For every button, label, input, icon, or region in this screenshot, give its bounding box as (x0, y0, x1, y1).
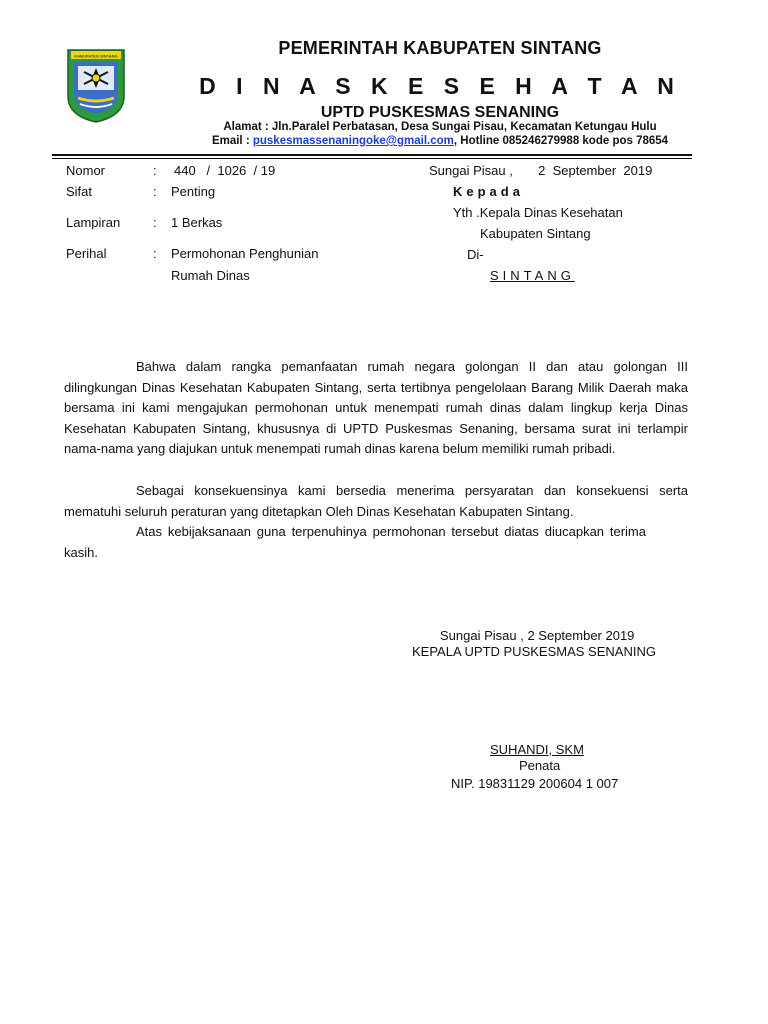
recipient-city: SINTANG (490, 268, 575, 283)
sifat-value: Penting (171, 184, 216, 199)
lampiran-value: 1 Berkas (171, 215, 223, 230)
signatory-nip: NIP. 19831129 200604 1 007 (451, 776, 619, 791)
nomor-colon: : (153, 163, 157, 178)
body-paragraph-1: Bahwa dalam rangka pemanfaatan rumah negara golongan II dan atau golongan III dilingkungan Dinas Kesehatan Kabupaten Sintang, serta tertibnya pengelolaan Barang Milik Daerah maka bersama ini kami mengajukan permohonan untuk menempati rumah dinas dalam lingkup kerja Dinas Kesehatan Kabupaten Sintang, khususnya di UPTD Puskesmas Senaning, bersama surat ini terlampir nama-nama yang diajukan untuk menempati rumah dinas karena belum memiliki rumah pribadi. (64, 359, 688, 456)
perihal-line2: Rumah Dinas (171, 268, 250, 283)
perihal-label: Perihal (66, 246, 107, 261)
perihal-line1: Permohonan Penghunian (171, 246, 319, 261)
address-line: Alamat : Jln.Paralel Perbatasan, Desa Sungai Pisau, Kecamatan Ketungau Hulu (223, 121, 657, 133)
department-heading: D I N A S K E S E H A T A N (199, 73, 681, 99)
svg-text:KABUPATEN SINTANG: KABUPATEN SINTANG (74, 53, 118, 59)
nomor-value: 440 / 1026 / 19 (174, 163, 276, 178)
regency-emblem-logo (64, 46, 128, 124)
recipient-line3: Di- (467, 247, 484, 262)
recipient-line1: Yth .Kepala Dinas Kesehatan (453, 205, 623, 220)
lampiran-label: Lampiran (66, 215, 121, 230)
recipient-line2: Kabupaten Sintang (480, 226, 591, 241)
email-label: Email : (211, 135, 250, 147)
body-paragraph-2: Sebagai konsekuensinya kami bersedia menerima persyaratan dan konsekuensi serta mematuhi seluruh peraturan yang ditetapkan Oleh Dinas Kesehatan Kabupaten Sintang. (64, 483, 688, 519)
government-heading: PEMERINTAH KABUPATEN SINTANG (278, 38, 602, 58)
letter-place-date: Sungai Pisau , 2 September 2019 (429, 163, 653, 178)
signatory-name: SUHANDI, SKM (490, 742, 584, 757)
header-divider-thick (52, 154, 692, 156)
contact-line (150, 135, 730, 147)
signatory-rank: Penata (519, 758, 561, 773)
unit-heading: UPTD PUSKESMAS SENANING (320, 104, 560, 121)
hotline-text: , Hotline 085246279988 kode pos 78654 (453, 135, 669, 147)
signature-place-date: Sungai Pisau , 2 September 2019 (440, 628, 635, 643)
sifat-colon: : (153, 184, 157, 199)
email-link[interactable]: puskesmassenaningoke@gmail.com (252, 135, 454, 147)
signature-title: KEPALA UPTD PUSKESMAS SENANING (412, 644, 656, 659)
nomor-label: Nomor (66, 163, 106, 178)
body-paragraph-3: Atas kebijaksanaan guna terpenuhinya permohonan tersebut diatas diucapkan terima kasih. (64, 524, 646, 560)
lampiran-colon: : (153, 215, 157, 230)
perihal-colon: : (153, 246, 157, 261)
kepada-heading: Kepada (453, 184, 524, 199)
header-divider-thin (52, 158, 692, 159)
sifat-label: Sifat (66, 184, 93, 199)
